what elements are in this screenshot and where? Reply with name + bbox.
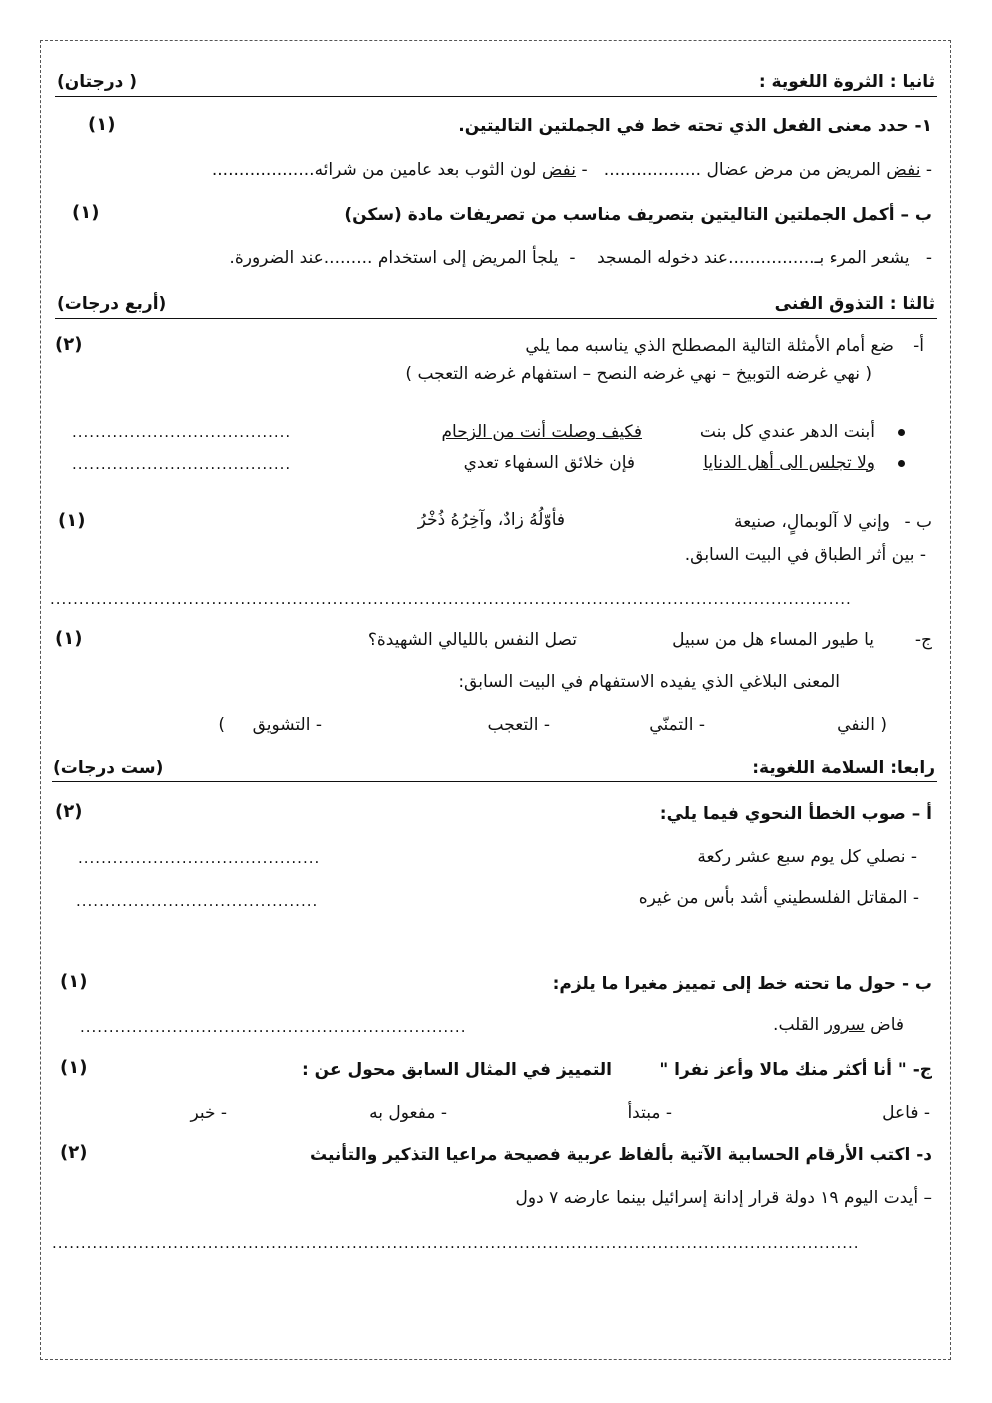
- s2-q2-mark: (١): [72, 202, 100, 223]
- dash: -: [925, 248, 932, 268]
- example-1-second-hemistich: فكيف وصلت أنت من الزحام: [441, 422, 642, 442]
- section4-rule: [52, 781, 937, 782]
- choice-mubtada: - مبتدأ: [627, 1103, 672, 1123]
- section3-rule: [55, 318, 937, 319]
- s2-q1-sentences: [212, 158, 932, 182]
- choice-faail: - فاعل: [882, 1103, 930, 1123]
- s3-qb-prompt: - بين أثر الطباق في البيت السابق.: [684, 545, 926, 565]
- s4-qc-mark: (١): [60, 1057, 88, 1078]
- s4-qd-sentence: – أيدت اليوم ١٩ دولة قرار إدانة إسرائيل بينما عارضه ٧ دول: [515, 1188, 932, 1208]
- s3-qb-label: ب -: [904, 512, 932, 532]
- s3-qb-answer-dots: ...........................................................................................................................................: [50, 590, 852, 608]
- s4-qc-prompt-quote: ج- " أنا أكثر منك مالا وأعز نفرا ": [659, 1060, 932, 1080]
- choice-tashwiq: - التشويق: [252, 715, 322, 735]
- s3-qa-prompt: ضع أمام الأمثلة التالية المصطلح الذي يناسبه مما يلي: [525, 336, 894, 356]
- underlined-verb-2: نفض: [541, 160, 577, 180]
- s4-qa-sentence-1: - نصلي كل يوم سبع عشر ركعة: [697, 847, 917, 867]
- s4-qa-mark: (٢): [55, 801, 83, 822]
- section3-marks: (أربع درجات): [57, 294, 167, 314]
- choice-open-nafy: ( النفي: [837, 715, 887, 735]
- s4-qb-sentence: [773, 1013, 904, 1037]
- s3-qc-verse-first: يا طيور المساء هل من سبيل: [672, 630, 874, 650]
- sentence-end: القلب.: [773, 1015, 825, 1035]
- example-2-second-hemistich: فإن خلائق السفهاء تعدي: [463, 453, 635, 473]
- section3-title: ثالثا : التذوق الفنى: [774, 294, 935, 314]
- s3-qa-label: أ-: [913, 336, 924, 356]
- example-1-answer-dots: ......................................: [72, 423, 292, 441]
- s3-qc-prompt: المعنى البلاغي الذي يفيده الاستفهام في البيت السابق:: [458, 672, 840, 692]
- section2-marks: ( درجتان): [57, 72, 138, 92]
- choice-close-paren: ): [218, 715, 225, 735]
- s4-qb-prompt: ب - حول ما تحته خط إلى تمييز مغيرا ما يلزم:: [552, 974, 932, 994]
- section4-title: رابعا: السلامة اللغوية:: [752, 758, 935, 778]
- example-1-first-hemistich: أبنت الدهر عندي كل بنت: [699, 422, 875, 442]
- s3-qc-label: ج-: [914, 630, 932, 650]
- s4-qa-answer-dots-2: ..........................................: [76, 892, 319, 910]
- s3-qc-mark: (١): [55, 628, 83, 649]
- s2-q2-prompt: ب – أكمل الجملتين التاليتين بتصريف مناسب من تصريفات مادة (سكن): [344, 205, 932, 225]
- sentence-2-rest: لون الثوب بعد عامين من شرائه: [314, 160, 542, 180]
- example-2-first-hemistich: ولا تجلس الى أهل الدنايا: [703, 453, 875, 473]
- s3-qa-options: ( نهي غرضه التوبيخ – نهي غرضه النصح – استفهام غرضه التعجب ): [405, 364, 872, 384]
- dash: -: [569, 248, 576, 268]
- underlined-verb-1: نفض: [886, 160, 921, 180]
- s2-q1-prompt: ١- حدد معنى الفعل الذي تحته خط في الجملتين التاليتين.: [458, 116, 932, 136]
- s4-qb-answer-dots: ...................................................................: [80, 1018, 467, 1036]
- dash: -: [581, 160, 588, 180]
- section2-title: ثانيا : الثروة اللغوية :: [758, 72, 935, 92]
- s3-qb-verse-first: وإني لا آلوبمالٍ، صنيعة: [733, 512, 890, 532]
- choice-mafoul-bih: - مفعول به: [369, 1103, 447, 1123]
- s4-qa-prompt: أ – صوب الخطأ النحوي فيما يلي:: [659, 804, 932, 824]
- s4-qd-mark: (٢): [60, 1142, 88, 1163]
- s3-qc-verse-second: تصل النفس بالليالي الشهيدة؟: [367, 630, 577, 650]
- section4-marks: (ست درجات): [53, 758, 164, 778]
- s3-qb-mark: (١): [58, 510, 86, 531]
- answer-dots-1: ..................: [603, 160, 702, 180]
- underlined-word: سرور: [824, 1015, 865, 1035]
- sentence-1-rest: المريض من مرض عضال: [706, 160, 887, 180]
- s4-qd-prompt: د- اكتب الأرقام الحسابية الآتية بألفاظ عربية فصيحة مراعيا التذكير والتأنيث: [309, 1145, 932, 1165]
- s3-qa-mark: (٢): [55, 334, 83, 355]
- choice-taajjub: - التعجب: [487, 715, 550, 735]
- bullet-icon: [898, 429, 905, 436]
- s4-qa-sentence-2: - المقاتل الفلسطيني أشد بأس من غيره: [638, 888, 919, 908]
- choice-tamanni: - التمنّي: [649, 715, 705, 735]
- choice-khabar: - خبر: [190, 1103, 227, 1123]
- sentence-start: فاض: [864, 1015, 904, 1035]
- answer-dots-2: ...................: [211, 160, 315, 180]
- dash: -: [925, 160, 932, 180]
- section2-rule: [55, 96, 937, 97]
- s4-qa-answer-dots-1: ..........................................: [78, 849, 321, 867]
- s3-qb-verse-second: فأوّلُهُ زادٌ، وآخِرُهُ ذُخْرُ: [417, 510, 565, 530]
- sentence-1: يشعر المرء بـ................عند دخوله المسجد: [597, 248, 910, 268]
- bullet-icon: [898, 460, 905, 467]
- s2-q1-mark: (١): [88, 114, 116, 135]
- s2-q2-sentences: [229, 246, 932, 270]
- s4-qc-prompt-question: التمييز في المثال السابق محول عن :: [301, 1060, 612, 1080]
- s4-qd-answer-dots: ............................................................................................................................................: [52, 1234, 860, 1252]
- s4-qb-mark: (١): [60, 971, 88, 992]
- sentence-2: يلجأ المريض إلى استخدام .........عند الضرورة.: [229, 248, 559, 268]
- example-2-answer-dots: ......................................: [72, 455, 292, 473]
